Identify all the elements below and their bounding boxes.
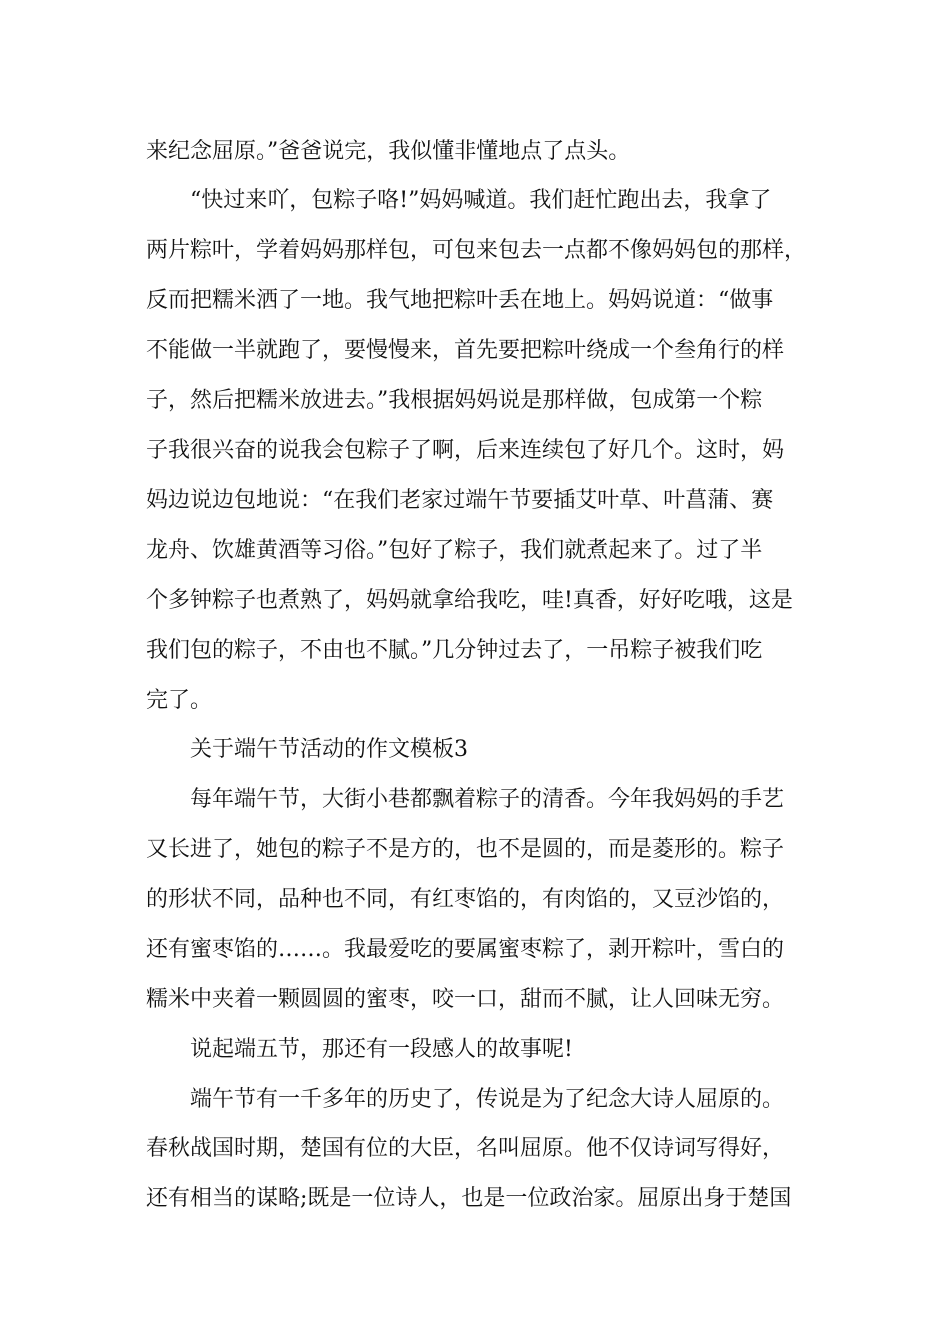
- text-line: 个多钟粽子也煮熟了，妈妈就拿给我吃，哇!真香，好好吃哦，这是: [146, 588, 793, 613]
- text-line: 来纪念屈原。”爸爸说完，我似懂非懂地点了点头。: [146, 139, 631, 164]
- paragraph-first-line: 端午节有一千多年的历史了，传说是为了纪念大诗人屈原的。: [190, 1087, 785, 1112]
- text-line: 我们包的粽子，不由也不腻。”几分钟过去了，一吊粽子被我们吃: [146, 638, 763, 663]
- text-line: 不能做一半就跑了，要慢慢来，首先要把粽叶绕成一个叁角行的样: [146, 338, 785, 363]
- paragraph-first-line: 说起端五节，那还有一段感人的故事呢!: [190, 1037, 573, 1062]
- text-line: 完了。: [146, 688, 213, 713]
- text-line: 春秋战国时期，楚国有位的大臣，名叫屈原。他不仅诗词写得好，: [146, 1136, 785, 1161]
- text-line: 的形状不同，品种也不同，有红枣馅的，有肉馅的，又豆沙馅的，: [146, 887, 785, 912]
- text-line: 子，然后把糯米放进去。”我根据妈妈说是那样做，包成第一个粽: [146, 388, 763, 413]
- text-line: 又长进了，她包的粽子不是方的，也不是圆的，而是菱形的。粽子: [146, 837, 785, 862]
- text-line: 还有相当的谋略;既是一位诗人，也是一位政治家。屈原出身于楚国: [146, 1186, 792, 1211]
- text-line: 反而把糯米洒了一地。我气地把粽叶丢在地上。妈妈说道：“做事: [146, 288, 774, 313]
- text-line: 子我很兴奋的说我会包粽子了啊，后来连续包了好几个。这时，妈: [146, 438, 785, 463]
- text-line: 妈边说边包地说：“在我们老家过端午节要插艾叶草、叶菖蒲、赛: [146, 488, 774, 513]
- text-line: 两片粽叶，学着妈妈那样包，可包来包去一点都不像妈妈包的那样，: [146, 238, 807, 263]
- text-line: 糯米中夹着一颗圆圆的蜜枣，咬一口，甜而不腻，让人回味无穷。: [146, 987, 785, 1012]
- text-line: 龙舟、饮雄黄酒等习俗。”包好了粽子，我们就煮起来了。过了半: [146, 538, 763, 563]
- text-line: 还有蜜枣馅的……。我最爱吃的要属蜜枣粽了，剥开粽叶，雪白的: [146, 937, 785, 962]
- section-heading: 关于端午节活动的作文模板3: [190, 737, 468, 762]
- paragraph-first-line: 每年端午节，大街小巷都飘着粽子的清香。今年我妈妈的手艺: [190, 787, 785, 812]
- paragraph-first-line: “快过来吖，包粽子咯!”妈妈喊道。我们赶忙跑出去，我拿了: [190, 188, 772, 213]
